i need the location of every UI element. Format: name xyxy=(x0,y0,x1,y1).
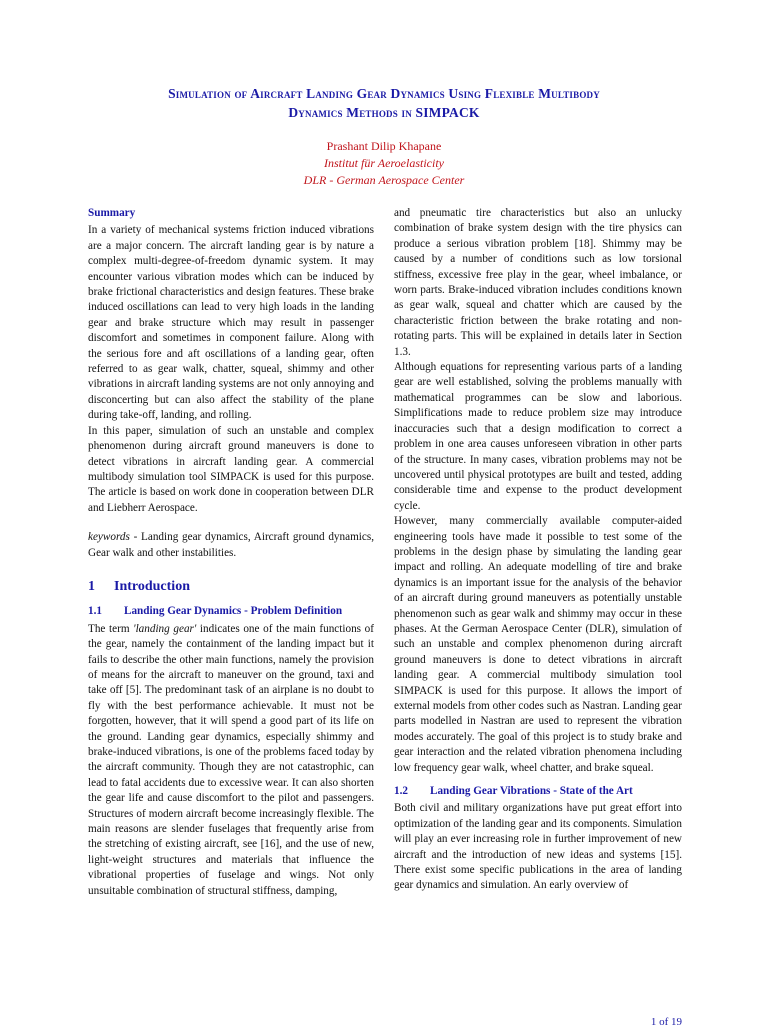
author-name: Prashant Dilip Khapane xyxy=(326,139,442,153)
author-block xyxy=(0,138,768,189)
right-paragraph-3: However, many commercially available computer-aided engineering tools have made it possible to test some of the problems in the design phase by simulating the landing gear impact and rolling. An adequate modelling of tire and brake dynamics is an important issue for the analysis of the behavior of an aircraft during ground maneuvers as potentially unstable phenomenon such as gear walk and shimmy may occur in these phases. At the German Aerospace Center (DLR), simulation of such an unstable and complex phenomenon during aircraft ground maneuvers is done to detect vibrations in aircraft landing gear. A commercial multibody simulation tool SIMPACK is used for this purpose. It allows the import of external models from other codes such as Nastran. Landing gear parts modelled in Nastran are used to represent the vibration modes accurately. The goal of this project is to study brake and gear interaction and the related vibration phenomena including low frequency gear walk, wheel chatter, and brake squeal. xyxy=(394,515,682,774)
left-column xyxy=(88,206,374,899)
right-paragraph-4: Both civil and military organizations have put great effort into optimization of the landing gear and its components. Simulation will play an ever increasing role in further improvement of new aircraft and the introduction of new ideas and systems [15]. There exist some specific publications in the area of landing gear dynamics and simulation. An early overview of xyxy=(394,802,682,892)
author-institute: Institut für Aeroelasticity xyxy=(324,156,444,170)
summary-heading: Summary xyxy=(88,207,136,219)
paper-title-line2: Dynamics Methods in SIMPACK xyxy=(288,105,480,120)
intro-paragraph xyxy=(88,622,374,899)
subsection-1-1-number: 1.1 xyxy=(88,605,102,618)
page-number: 1 of 19 xyxy=(650,1016,682,1028)
subsection-1-1-heading xyxy=(88,604,374,619)
summary-paragraph-2: In this paper, simulation of such an unstable and complex phenomenon during aircraft ground maneuvers is done to detect vibrations in aircraft landing gear. A commercial multibody simulation tool SIMPACK is used for this purpose. The article is based on work done in cooperation between DLR and Liebherr Aerospace. xyxy=(88,424,374,514)
paper-title-line1: Simulation of Aircraft Landing Gear Dynamics Using Flexible Multibody xyxy=(168,86,600,101)
keywords-line xyxy=(88,530,374,561)
intro-text-b: indicates one of the main functions of the gear, namely the containment of the landing impact but it fails to describe the other main functions, namely the provision of means for the aircraft to maneuver on the ground, taxi and take off [5]. The predominant task of an airplane is no doubt to fly with the best performance achievable. It must not be forgotten, however, that it will spend a good part of its life on the ground. Landing gear dynamics, especially shimmy and brake-induced vibrations, is one of the problems faced today by the aircraft community. Though they are not catastrophic, can lead to fatal accidents due to excessive wear. It can also shorten the gear life and cause discomfort to the pilot and passengers. Structures of modern aircraft become increasingly flexible. The main reasons are slender fuselages that frequently arise from the stretching of existing aircraft, see [16], and the use of new, light-weight structures and materials that influence the vibrational properties of fuselage and wings. Not only unsuitable combination of structural stiffness, damping, xyxy=(88,622,374,897)
author-organization: DLR - German Aerospace Center xyxy=(303,173,465,187)
right-paragraph-2: Although equations for representing various parts of a landing gear are well established, solving the problems manually with mathematical programmes can be slow and laborious. Simplifications made to reduce problem size may introduce inaccuracies such that a design modification to correct a problem in one area causes unforeseen vibration in other parts of the structure. In many cases, vibration problems may not be uncovered until physical prototypes are built and tested, adding considerable time and expense to the product development cycle. xyxy=(394,361,682,512)
keywords-label: keywords xyxy=(88,531,130,544)
right-column xyxy=(394,206,682,894)
subsection-1-2-title: Landing Gear Vibrations - State of the Art xyxy=(430,785,633,798)
subsection-1-2-number: 1.2 xyxy=(394,785,408,798)
subsection-1-2-heading xyxy=(394,784,682,799)
keywords-text: - Landing gear dynamics, Aircraft ground dynamics, Gear walk and other instabilities. xyxy=(88,531,374,559)
section-1-number: 1 xyxy=(88,578,95,594)
summary-paragraph-1: In a variety of mechanical systems friction induced vibrations are a major concern. The aircraft landing gear is by nature a complex multi-degree-of-freedom dynamic system. It may encounter various vibration modes which can be induced by brake frictional characteristics and design features. These brake induced oscillations can lead to very high loads in the landing gear and brake structure which may result in passenger discomfort and sometimes in component failure. Along with the serious fore and aft oscillations of a landing gear, often referred to as gear walk, chatter, squeal, shimmy and other vibrations in aircraft landing systems are not only annoying and disconcerting but can also affect the stability of the plane during take-off, landing, and rolling. xyxy=(88,224,374,422)
intro-term: 'landing gear' xyxy=(133,622,197,635)
paper-title xyxy=(60,84,708,122)
section-1-heading xyxy=(88,579,374,594)
section-1-title: Introduction xyxy=(114,578,190,594)
intro-text-a: The term xyxy=(88,622,134,635)
right-paragraph-1: and pneumatic tire characteristics but also an unlucky combination of brake system design with the tire physics can produce a serious vibration problem [18]. Shimmy may be caused by a number of conditions such as low torsional stiffness, excessive free play in the gear, wheel imbalance, or worn parts. Brake-induced vibration includes conditions known as gear walk, squeal and chatter which are caused by the characteristic friction between the brake rotating and non-rotating parts. This will be explained in details later in Section 1.3. xyxy=(394,207,682,358)
subsection-1-1-title: Landing Gear Dynamics - Problem Definition xyxy=(124,605,343,618)
